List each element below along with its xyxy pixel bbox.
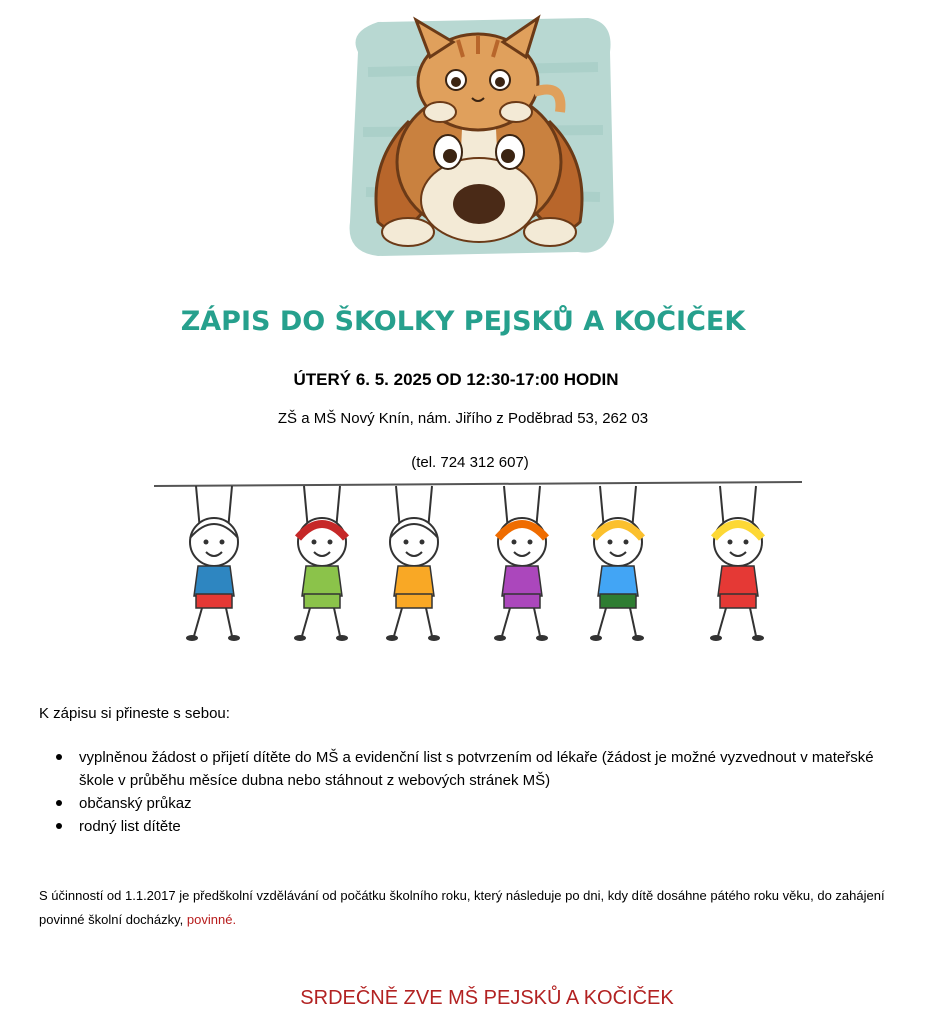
legal-notice — [39, 884, 889, 932]
list-item-text: občanský průkaz — [79, 795, 192, 812]
notice-highlight: povinné. — [186, 912, 237, 927]
bullet-icon — [56, 800, 62, 806]
list-item — [56, 815, 876, 838]
list-item — [56, 746, 876, 792]
page-title: ZÁPIS DO ŠKOLKY PEJSKŮ A KOČIČEK — [180, 306, 746, 337]
bring-heading: K zápisu si přineste s sebou: — [39, 705, 230, 722]
footer-invitation: SRDEČNĚ ZVE MŠ PEJSKŮ A KOČIČEK — [300, 987, 674, 1009]
list-item-text: vyplněnou žádost o přijetí dítěte do MŠ a evidenční list s potvrzením od lékaře (žádost je možné vyzvednout v mateřské škole v průběhu měsíce dubna nebo stáhnout z webových stránek MŠ) — [79, 749, 874, 789]
dog-and-cat-illustration — [338, 12, 620, 262]
notice-text: S účinností od 1.1.2017 je předškolní vzdělávání od počátku školního roku, který následuje po dni, kdy dítě dosáhne pátého roku věku, do zahájení povinné školní docházky, — [39, 888, 885, 927]
bullet-icon — [56, 823, 62, 829]
contact-phone: (tel. 724 312 607) — [411, 454, 529, 471]
event-datetime: ÚTERÝ 6. 5. 2025 OD 12:30-17:00 HODIN — [293, 370, 619, 389]
list-item — [56, 792, 876, 815]
bullet-icon — [56, 754, 62, 760]
event-address: ZŠ a MŠ Nový Knín, nám. Jiřího z Poděbrad 53, 262 03 — [277, 410, 649, 427]
hanging-children-illustration — [150, 470, 806, 670]
list-item-text: rodný list dítěte — [79, 818, 181, 835]
bring-list — [56, 746, 876, 838]
